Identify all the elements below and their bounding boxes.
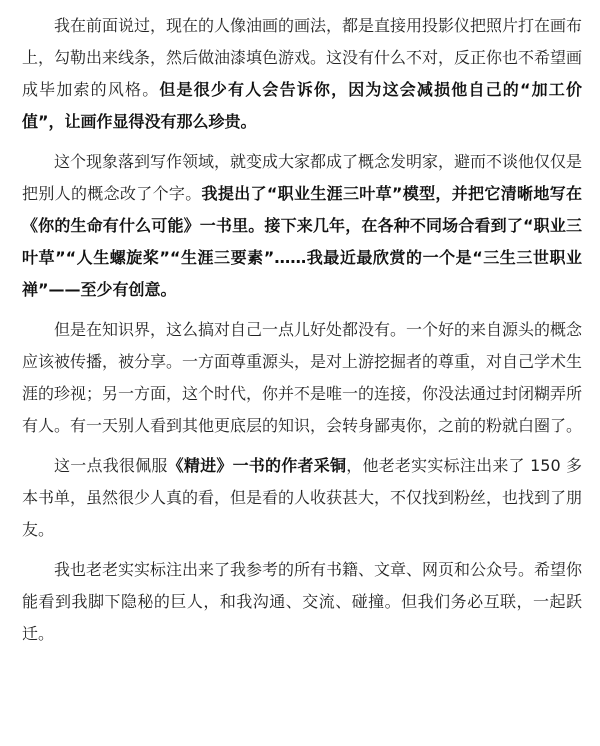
paragraph-4-bold-text: 《精进》一书的作者采铜 xyxy=(167,456,347,475)
paragraph-1 xyxy=(22,10,582,138)
paragraph-1-bold-text: 但是很少有人会告诉你，因为这会减损他自己的“加工价值”，让画作显得没有那么珍贵。 xyxy=(22,80,582,131)
paragraph-3 xyxy=(22,314,582,442)
paragraph-5-text: 我也老老实实标注出来了我参考的所有书籍、文章、网页和公众号。希望你能看到我脚下隐秘的巨人，和我沟通、交流、碰撞。但我们务必互联，一起跃迁。 xyxy=(22,560,583,643)
paragraph-5 xyxy=(22,554,582,650)
paragraph-2 xyxy=(22,146,582,306)
paragraph-1-text: 我在前面说过，现在的人像油画的画法，都是直接用投影仪把照片打在画布上，勾勒出来线条，然后做油漆填色游戏。这没有什么不对，反正你也不希望画成毕加索的风格。 xyxy=(22,16,583,99)
paragraph-4-text-start: 这一点我很佩服 xyxy=(54,456,168,475)
paragraph-2-text: 这个现象落到写作领域，就变成大家都成了概念发明家，避而不谈他仅仅是把别人的概念改了个字。 xyxy=(22,152,583,203)
paragraph-2-bold-text: 我提出了“职业生涯三叶草”模型，并把它清晰地写在《你的生命有什么可能》一书里。接下来几年，在各种不同场合看到了“职业三叶草”“人生螺旋桨”“生涯三要素”……我最近最欣赏的一个是“三生三世职业禅”——至少有创意。 xyxy=(22,184,582,299)
paragraph-3-text: 但是在知识界，这么搞对自己一点儿好处都没有。一个好的来自源头的概念应该被传播，被分享。一方面尊重源头，是对上游挖掘者的尊重，对自己学术生涯的珍视；另一方面，这个时代，你并不是唯一的连接，你没法通过封闭糊弄所有人。有一天别人看到其他更底层的知识，会转身鄙夷你，之前的粉就白圈了。 xyxy=(22,320,583,435)
paragraph-4-text-end: ，他老老实实标注出来了 150 多本书单，虽然很少人真的看，但是看的人收获甚大，不仅找到粉丝，也找到了朋友。 xyxy=(22,456,583,539)
paragraph-4 xyxy=(22,450,582,546)
